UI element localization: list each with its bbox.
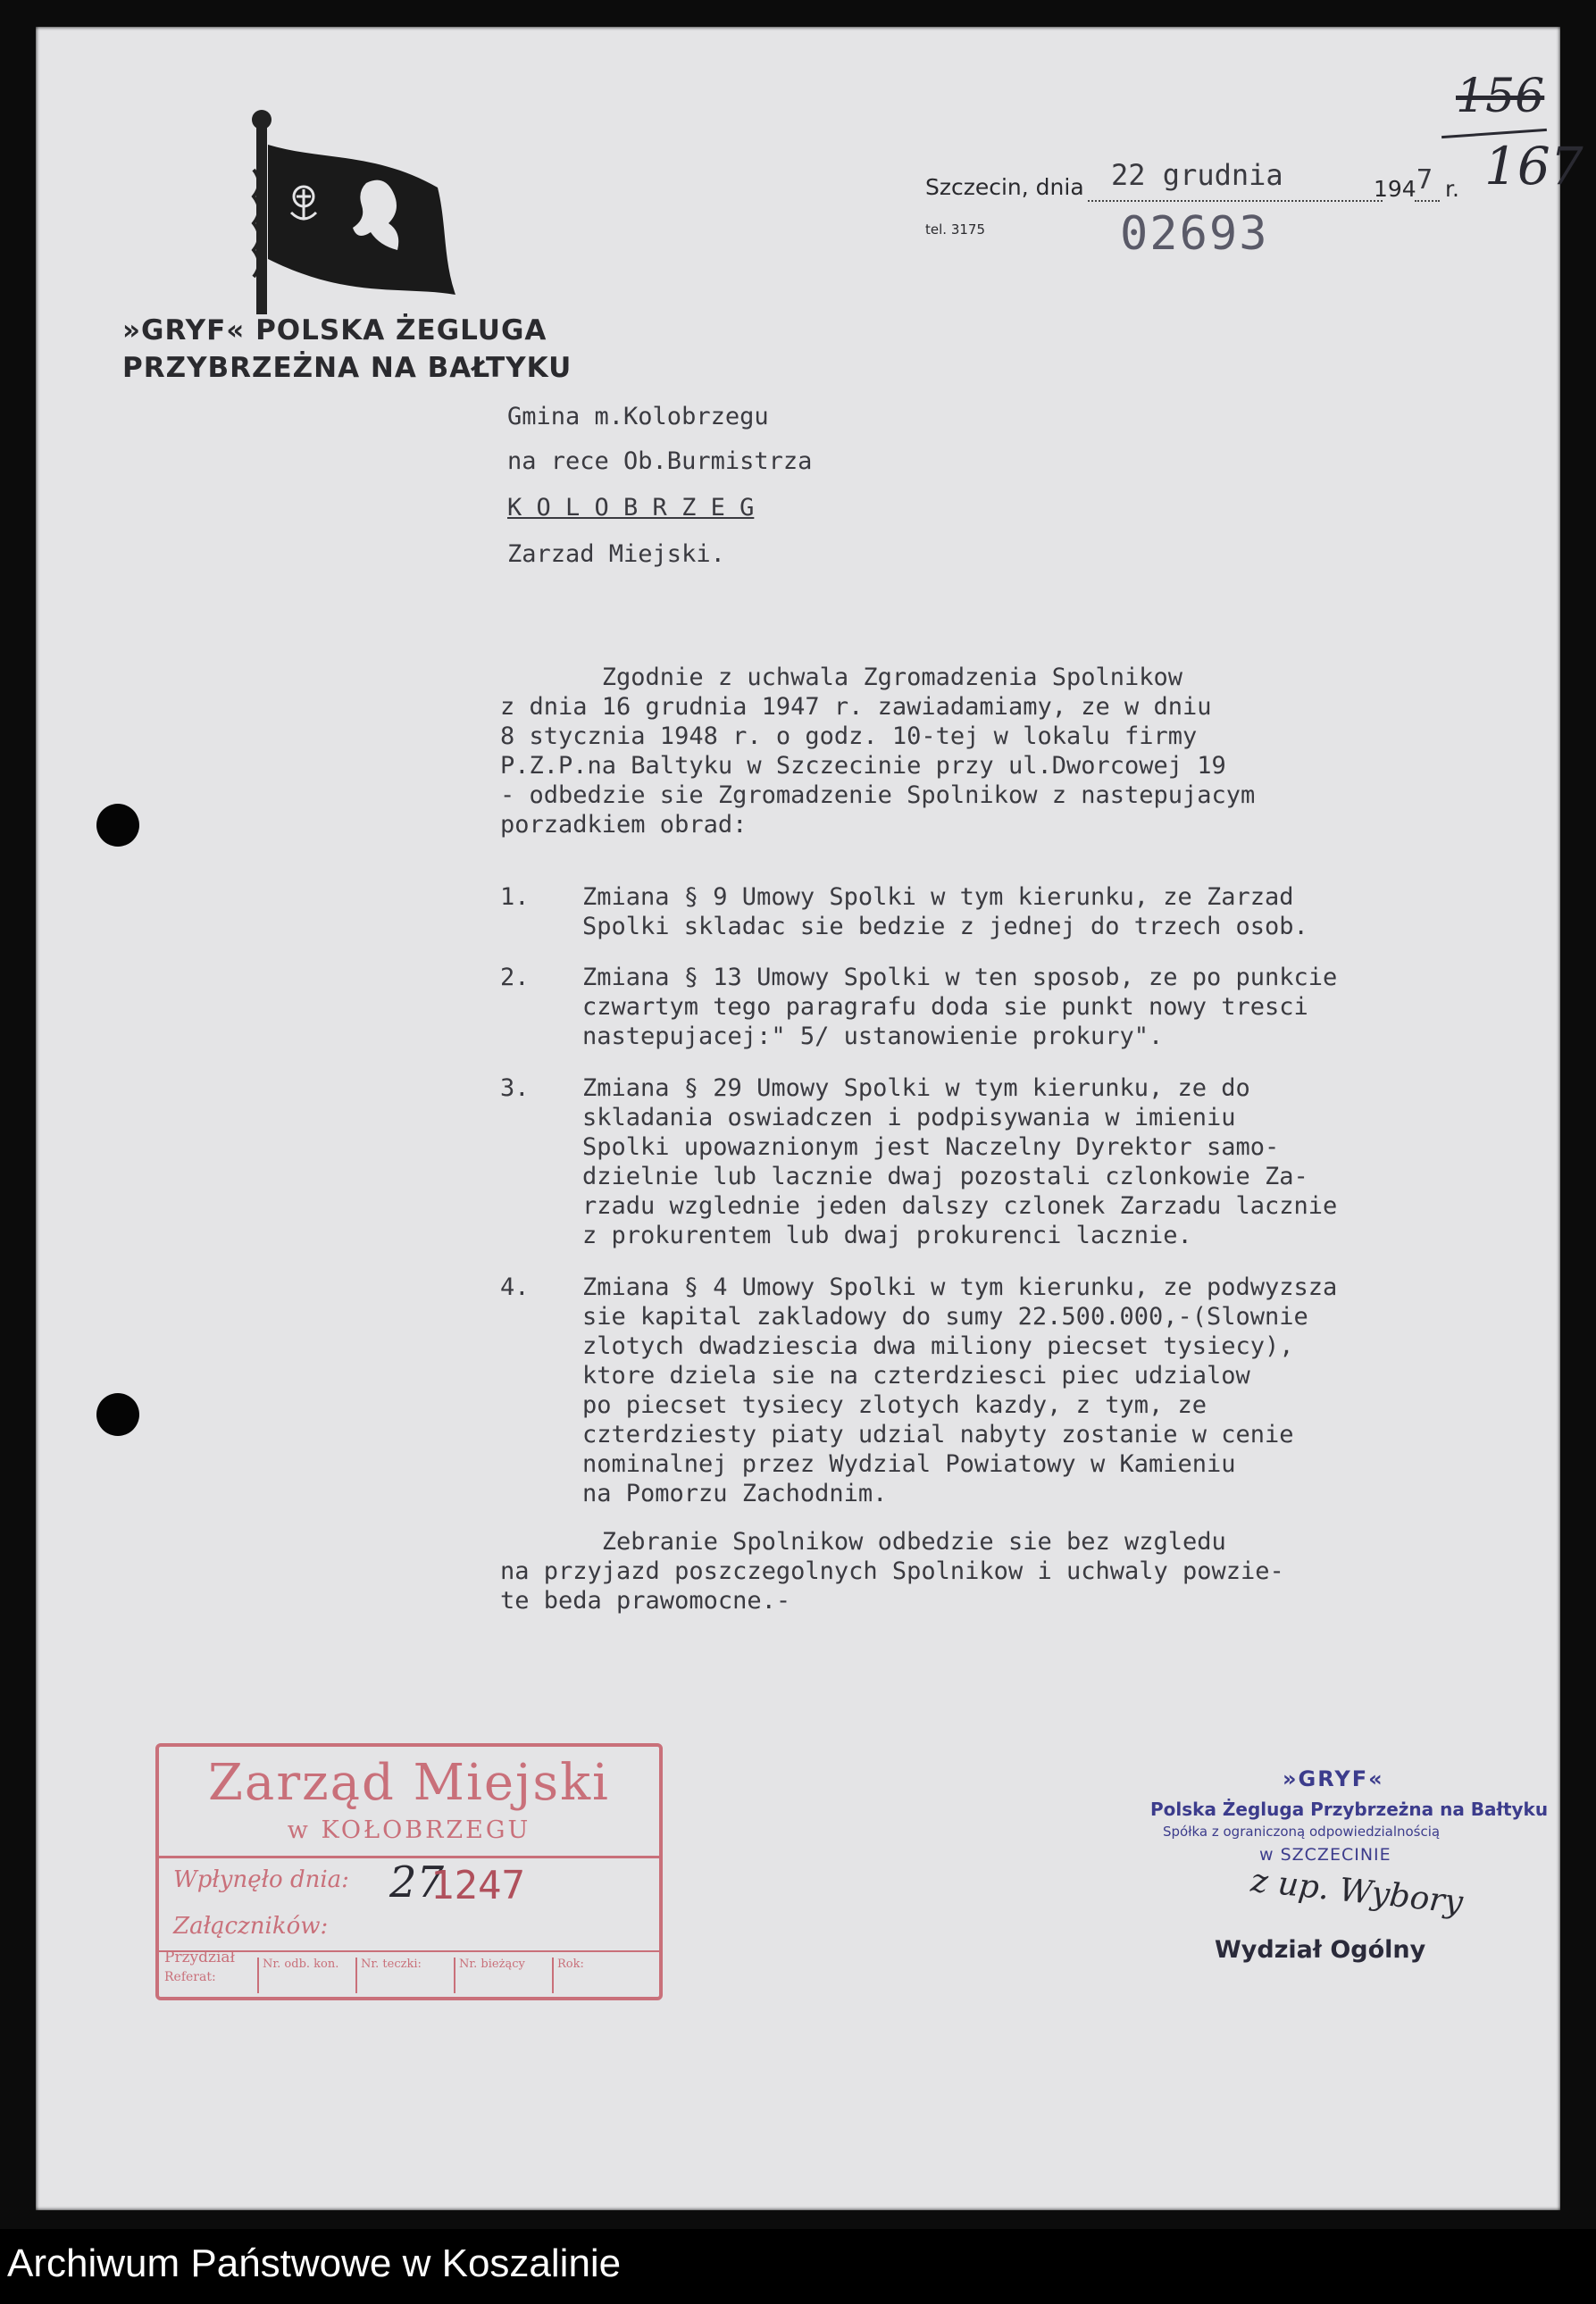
punch-hole-bottom [96, 1393, 139, 1436]
company-stamp-line2: Polska Żegluga Przybrzeżna na Bałtyku [1150, 1799, 1549, 1820]
item-line: nominalnej przez Wydzial Powiatowy w Kamieniu [582, 1450, 1236, 1478]
closing-line: te beda prawomocne.- [500, 1587, 791, 1615]
place-label: Szczecin, dnia [925, 174, 1084, 200]
recipient-line4: Zarzad Miejski. [507, 540, 725, 568]
item-line: czterdziesty piaty udzial nabyty zostanie w cenie [582, 1421, 1294, 1448]
punch-hole-top [96, 804, 139, 847]
item-number: 3. [500, 1074, 530, 1102]
item-line: Zmiana § 29 Umowy Spolki w tym kierunku, ze do [582, 1074, 1250, 1102]
year-dotted-line [1415, 200, 1440, 202]
item-line: ktore dziela sie na czterdziesci piec udzialow [582, 1362, 1250, 1390]
item-line: z prokurentem lub dwaj prokurenci lacznie. [582, 1222, 1192, 1249]
stamp-col1-top: Przydział [164, 1949, 236, 1966]
telephone: tel. 3175 [925, 221, 985, 238]
item-line: zlotych dwadziescia dwa miliony piecset tysiecy), [582, 1332, 1294, 1360]
archive-footer [0, 2229, 1596, 2304]
item-line: nastepujacej:" 5/ ustanowienie prokury". [582, 1023, 1164, 1050]
item-line: dzielnie lub lacznie dwaj pozostali czlonkowie Za- [582, 1163, 1308, 1190]
item-line: Spolki upowaznionym jest Naczelny Dyrektor samo- [582, 1133, 1280, 1161]
item-line: Zmiana § 4 Umowy Spolki w tym kierunku, ze podwyzsza [582, 1273, 1338, 1301]
closing-line: Zebranie Spolnikow odbedzie sie bez wzgledu [500, 1528, 1226, 1556]
item-number: 4. [500, 1273, 530, 1301]
recipient-line3: K O L O B R Z E G [507, 494, 755, 522]
corner-number-old: 156 [1456, 70, 1545, 123]
received-stamp [155, 1743, 663, 2000]
item-4-text [582, 1273, 1337, 1508]
item-2-text [582, 963, 1337, 1051]
stamp-title: Zarząd Miejski [208, 1754, 610, 1812]
item-line: czwartym tego paragrafu doda sie punkt nowy tresci [582, 993, 1308, 1021]
stamp-received-number: 1247 [430, 1863, 525, 1908]
body-line: P.Z.P.na Baltyku w Szczecinie przy ul.Dworcowej 19 [500, 752, 1226, 780]
body-line: - odbedzie sie Zgromadzenie Spolnikow z nastepujacym [500, 781, 1256, 809]
company-name-line1: »GRYF« POLSKA ŻEGLUGA [122, 314, 547, 346]
recipient-line1: Gmina m.Kolobrzegu [507, 403, 769, 430]
flag-logo-icon [232, 107, 464, 321]
item-line: rzadu wzglednie jeden dalszy czlonek Zarzadu lacznie [582, 1192, 1338, 1220]
stamp-subtitle: w KOŁOBRZEGU [287, 1816, 531, 1844]
item-line: na Pomorzu Zachodnim. [582, 1480, 888, 1507]
stamp-received-hand: 27 [389, 1857, 445, 1907]
company-stamp-line3: Spółka z ograniczoną odpowiedzialnością [1163, 1824, 1441, 1840]
stamp-attachments-label: Załączników: [173, 1913, 329, 1940]
body-line: Zgodnie z uchwala Zgromadzenia Spolnikow [500, 664, 1183, 691]
document-page [36, 27, 1583, 2210]
department-label: Wydział Ogólny [1215, 1936, 1426, 1964]
body-line: 8 stycznia 1948 r. o godz. 10-tej w lokalu firmy [500, 722, 1198, 750]
body-paragraph [500, 663, 1255, 839]
item-3-text [582, 1073, 1337, 1250]
stamp-col4: Nr. bieżący [454, 1958, 548, 1993]
stamp-received-label: Wpłynęło dnia: [173, 1866, 349, 1893]
stamp-col3: Nr. teczki: [355, 1958, 450, 1993]
item-number: 1. [500, 883, 530, 911]
year-prefix: 194 [1374, 176, 1416, 202]
company-stamp-line4: w SZCZECINIE [1259, 1845, 1391, 1865]
date-dotted-line [1088, 200, 1383, 202]
body-line: z dnia 16 grudnia 1947 r. zawiadamiamy, ze w dniu [500, 693, 1212, 721]
stamp-col5: Rok: [552, 1958, 656, 1993]
item-1-text [582, 882, 1308, 941]
signature: z up. Wybory [1249, 1862, 1465, 1922]
body-line: porzadkiem obrad: [500, 811, 748, 839]
closing-paragraph [500, 1527, 1284, 1615]
reference-number: 02693 [1120, 207, 1269, 261]
item-number: 2. [500, 964, 530, 991]
item-line: Spolki skladac sie bedzie z jednej do trzech osob. [582, 913, 1308, 940]
archive-name: Archiwum Państwowe w Koszalinie [7, 2241, 622, 2285]
year-value: 7 [1416, 164, 1433, 196]
company-name-line2: PRZYBRZEŻNA NA BAŁTYKU [122, 352, 572, 384]
year-suffix: r. [1445, 176, 1459, 202]
corner-number-new: 167 [1484, 136, 1583, 196]
stamp-col2: Nr. odb. kon. [257, 1958, 352, 1993]
item-line: po piecset tysiecy zlotych kazdy, z tym, ze [582, 1391, 1207, 1419]
item-line: Zmiana § 9 Umowy Spolki w tym kierunku, ze Zarzad [582, 883, 1294, 911]
item-line: sie kapital zakladowy do sumy 22.500.000,-(Slownie [582, 1303, 1308, 1331]
company-stamp-line1: »GRYF« [1283, 1766, 1384, 1791]
item-line: Zmiana § 13 Umowy Spolki w ten sposob, ze po punkcie [582, 964, 1338, 991]
stamp-col1: Referat: [164, 1970, 216, 1984]
date-value: 22 grudnia [1111, 158, 1283, 192]
recipient-line2: na rece Ob.Burmistrza [507, 447, 813, 475]
item-line: skladania oswiadczen i podpisywania w imieniu [582, 1104, 1236, 1131]
closing-line: na przyjazd poszczegolnych Spolnikow i uchwaly powzie- [500, 1557, 1284, 1585]
